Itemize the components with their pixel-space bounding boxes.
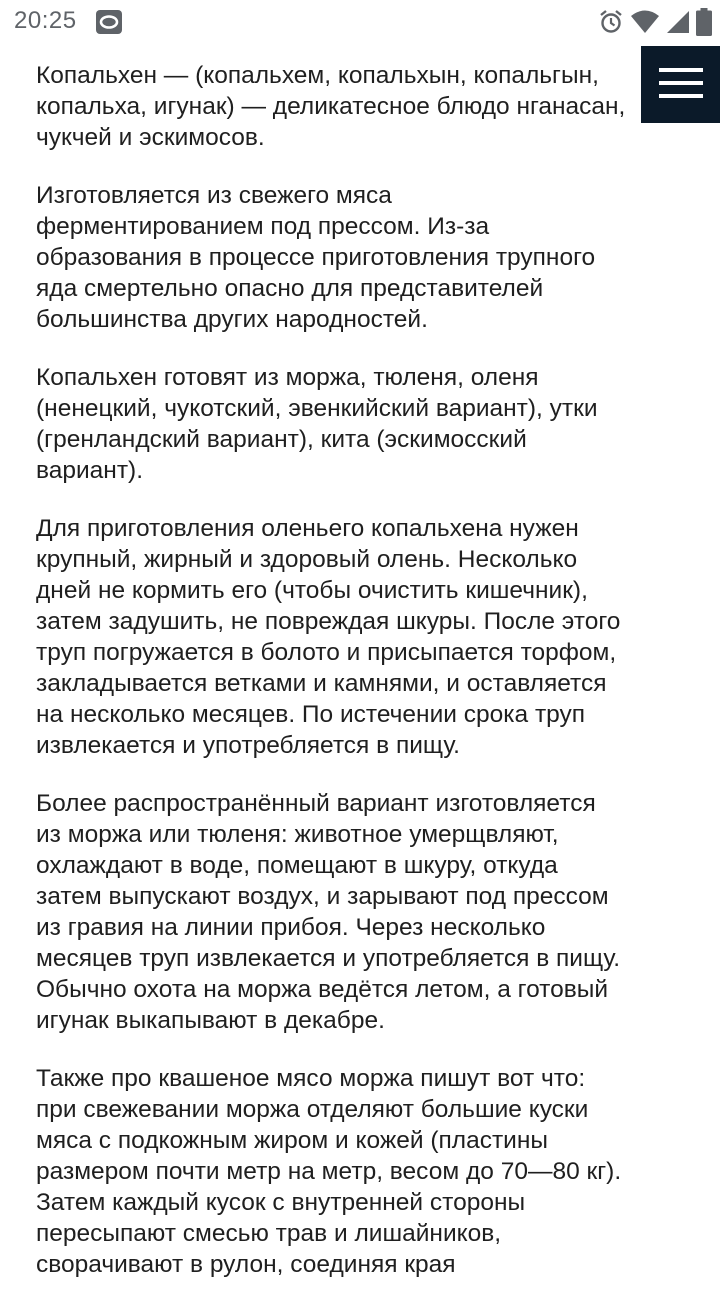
article-body bbox=[36, 60, 716, 1307]
article-paragraph: Копальхен готовят из моржа, тюленя, оленя (ненецкий, чукотский, эвенкийский вариант), утки (гренландский вариант), кита (эскимосский вариант). bbox=[36, 364, 598, 484]
alarm-icon bbox=[598, 9, 624, 35]
app-notification-icon bbox=[95, 9, 123, 35]
article-paragraph: Для приготовления оленьего копальхена нужен крупный, жирный и здоровый олень. Несколько дней не кормить его (чтобы очистить кишечник), затем задушить, не повреждая шкуры. После этого труп погружается в болото и присыпается торфом, закладывается ветками и камнями, и оставляется на несколько месяцев. По истечении срока труп извлекается и употребляется в пищу. bbox=[36, 515, 621, 759]
hamburger-menu-button[interactable] bbox=[641, 46, 720, 123]
battery-icon bbox=[696, 8, 712, 36]
status-bar bbox=[0, 0, 720, 44]
article-paragraph: Также про квашеное мясо моржа пишут вот что: при свежевании моржа отделяют большие куски мяса с подкожным жиром и кожей (пластины размером почти метр на метр, весом до 70—80 кг). Затем каждый кусок с внутренней стороны пересыпают смесью трав и лишайников, сворачивают в рулон, соединяя края bbox=[36, 1065, 622, 1278]
article-paragraph: Копальхен — (копальхем, копальхын, копальгын, копальха, игунак) — деликатесное блюдо нганасан, чукчей и эскимосов. bbox=[36, 62, 626, 151]
status-time: 20:25 bbox=[14, 7, 77, 34]
status-icons bbox=[598, 8, 712, 36]
signal-icon bbox=[666, 9, 690, 35]
article-paragraph: Изготовляется из свежего мяса ферментированием под прессом. Из-за образования в процессе приготовления трупного яда смертельно опасно для представителей большинства других народностей. bbox=[36, 182, 596, 333]
wifi-icon bbox=[630, 9, 660, 35]
article-paragraph: Более распространённый вариант изготовляется из моржа или тюленя: животное умерщвляют, охлаждают в воде, помещают в шкуру, откуда затем выпускают воздух, и зарывают под прессом из гравия на линии прибоя. Через несколько месяцев труп извлекается и употребляется в пищу. Обычно охота на моржа ведётся летом, а готовый игунак выкапывают в декабре. bbox=[36, 790, 621, 1034]
